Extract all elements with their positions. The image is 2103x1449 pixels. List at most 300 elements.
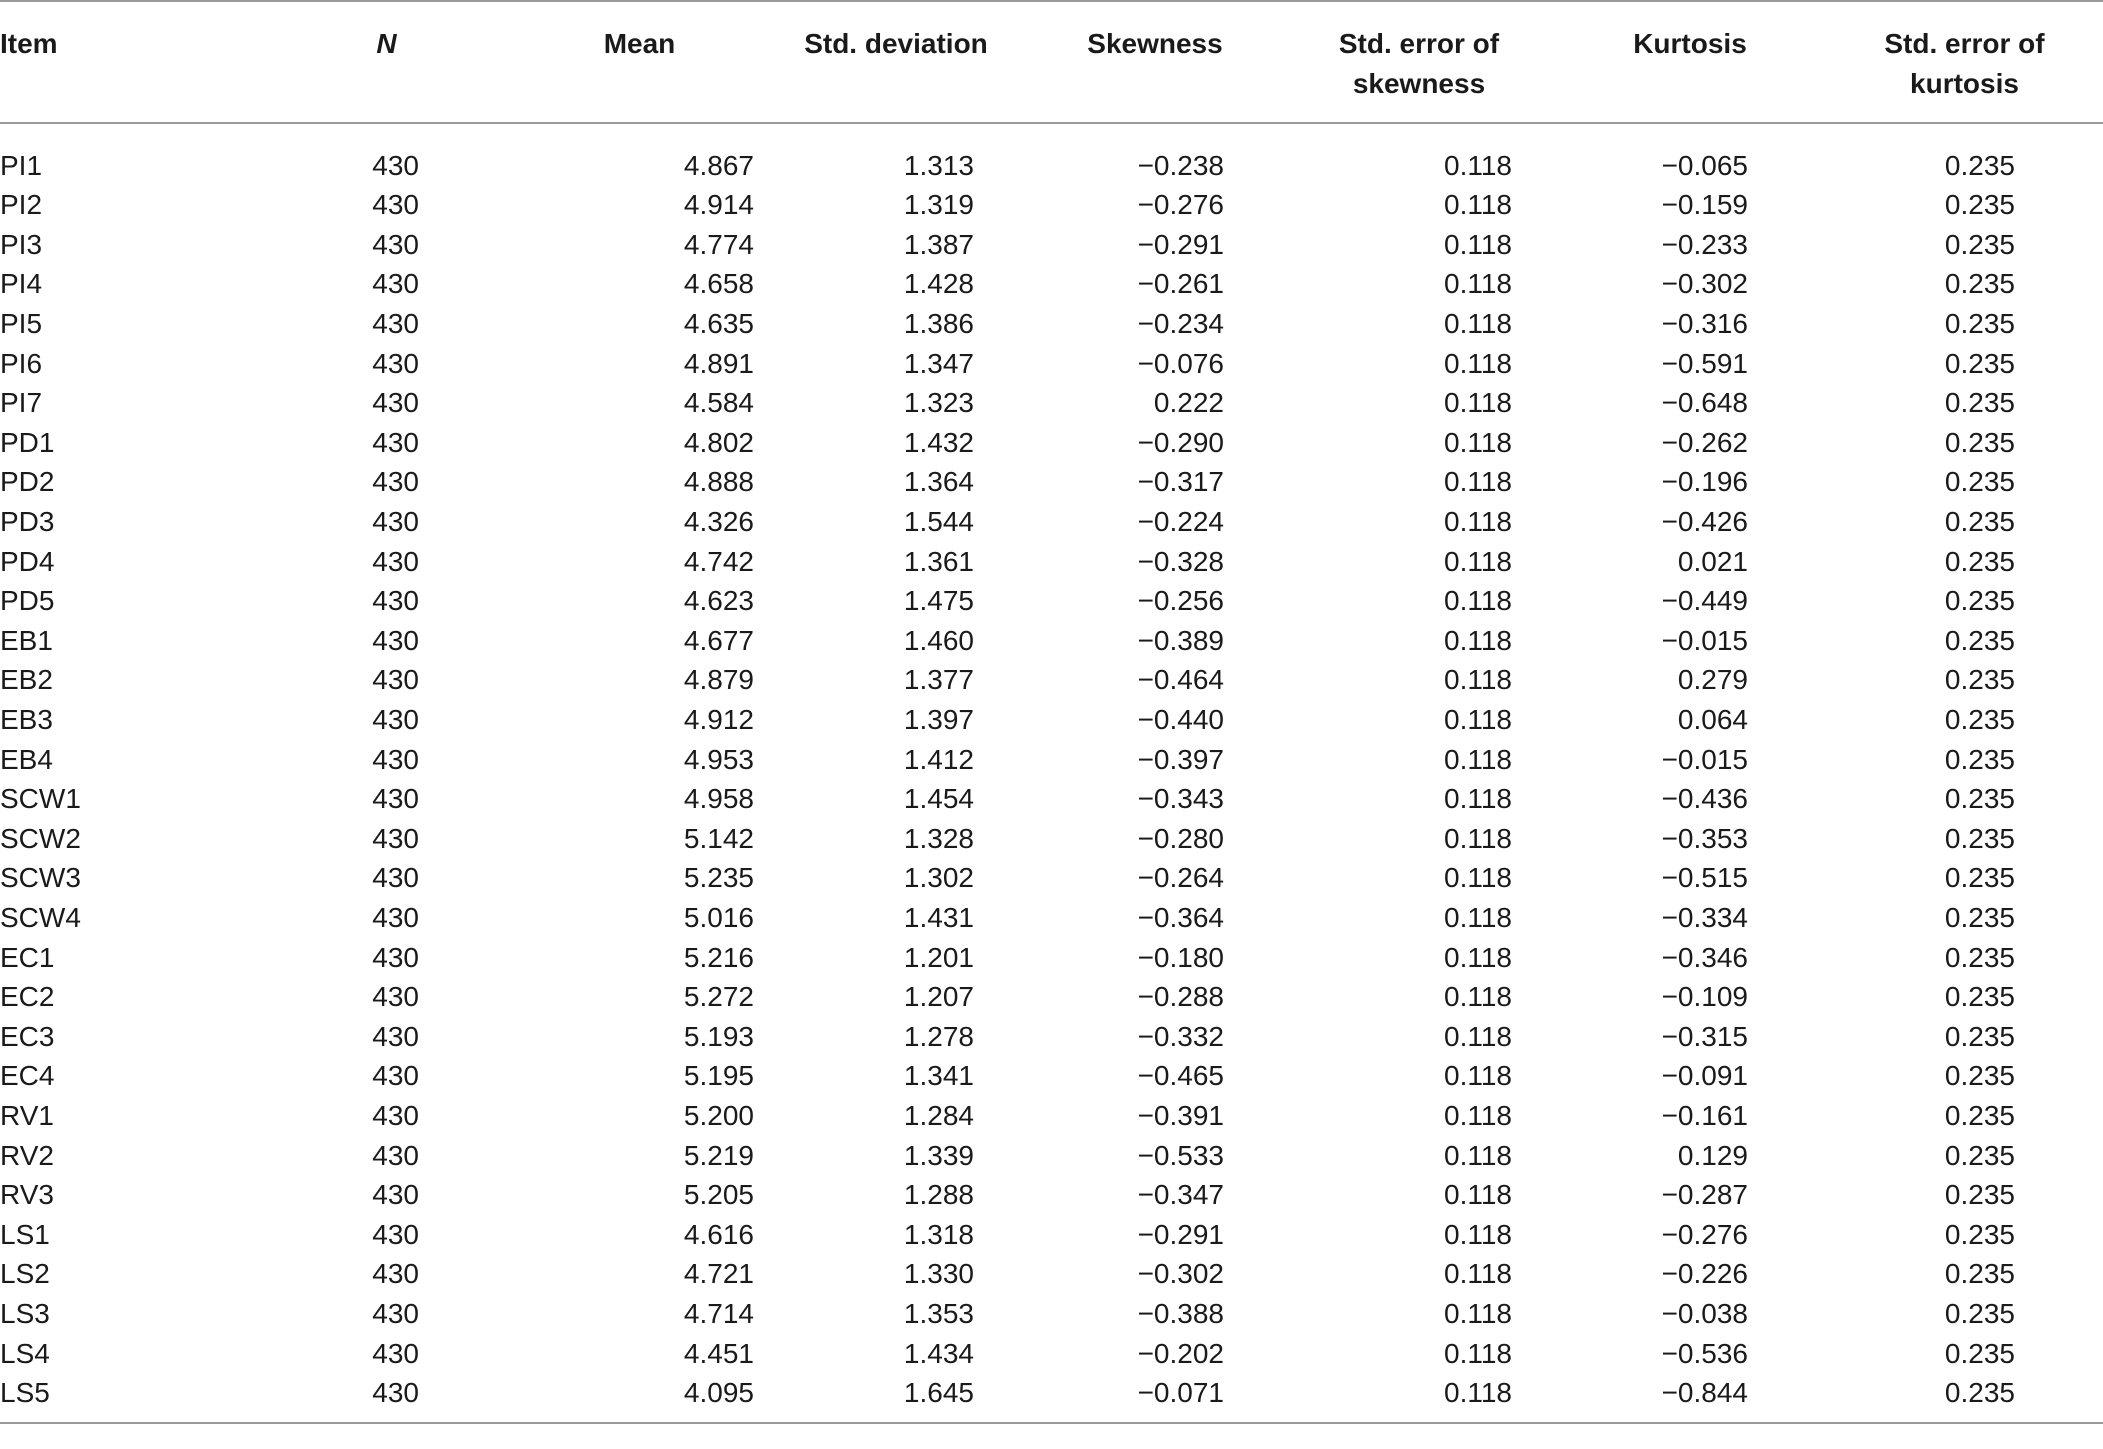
cell-skewness: −0.440 — [1137, 704, 1224, 736]
cell-item: EC2 — [0, 981, 55, 1013]
cell-std-error-skewness: 0.118 — [1444, 1099, 1512, 1131]
header-std-error-kurtosis — [1826, 1, 2103, 123]
cell-item: PI6 — [0, 347, 43, 379]
cell-item: PD3 — [0, 506, 55, 538]
cell-n: 430 — [372, 545, 419, 577]
table-row — [0, 739, 2103, 779]
cell-std-error-skewness: 0.118 — [1444, 862, 1512, 894]
cell-skewness: −0.291 — [1137, 1218, 1224, 1250]
cell-skewness: −0.180 — [1137, 941, 1224, 973]
cell-std-error-skewness: 0.118 — [1444, 1060, 1512, 1092]
cell-skewness: −0.290 — [1137, 426, 1224, 458]
cell-skewness: −0.071 — [1026, 1373, 1284, 1423]
cell-item: LS2 — [0, 1258, 50, 1290]
cell-n: 430 — [372, 228, 419, 260]
header-std-error-skewness-line1: Std. error of — [1338, 28, 1500, 59]
table-row — [0, 123, 2103, 185]
cell-n: 430 — [372, 1218, 419, 1250]
cell-std-error-kurtosis: 0.235 — [1944, 506, 2015, 538]
table-row — [0, 977, 2103, 1017]
cell-std-error-skewness: 0.118 — [1444, 347, 1512, 379]
cell-skewness: −0.288 — [1137, 981, 1224, 1013]
cell-std-deviation: 1.454 — [903, 783, 974, 815]
cell-n: 430 — [372, 268, 419, 300]
cell-n: 430 — [372, 1139, 419, 1171]
cell-mean: 4.714 — [683, 1297, 754, 1329]
cell-n: 430 — [372, 901, 419, 933]
cell-std-deviation: 1.284 — [903, 1099, 974, 1131]
cell-skewness: −0.317 — [1137, 466, 1224, 498]
cell-n: 430 — [372, 624, 419, 656]
cell-kurtosis: 0.021 — [1677, 545, 1748, 577]
cell-std-error-skewness: 0.118 — [1444, 387, 1512, 419]
table-body — [0, 123, 2103, 1423]
table-row — [0, 304, 2103, 344]
table-row — [0, 1294, 2103, 1334]
cell-std-error-kurtosis: 0.235 — [1944, 901, 2015, 933]
cell-std-error-skewness: 0.118 — [1444, 545, 1512, 577]
cell-std-error-kurtosis: 0.235 — [1944, 228, 2015, 260]
cell-kurtosis: −0.449 — [1661, 585, 1748, 617]
cell-std-error-skewness: 0.118 — [1444, 1218, 1512, 1250]
cell-std-error-skewness: 0.118 — [1444, 1179, 1512, 1211]
cell-std-error-kurtosis: 0.235 — [1944, 862, 2015, 894]
cell-std-error-skewness: 0.118 — [1444, 228, 1512, 260]
cell-std-deviation: 1.431 — [903, 901, 974, 933]
cell-kurtosis: −0.262 — [1661, 426, 1748, 458]
table-row — [0, 1096, 2103, 1136]
cell-mean: 5.216 — [683, 941, 754, 973]
cell-std-error-kurtosis: 0.235 — [1944, 1099, 2015, 1131]
cell-std-deviation: 1.323 — [903, 387, 974, 419]
header-std-error-kurtosis-line2: kurtosis — [1910, 68, 2019, 99]
cell-skewness: −0.465 — [1137, 1060, 1224, 1092]
cell-kurtosis: −0.196 — [1661, 466, 1748, 498]
cell-std-error-kurtosis: 0.235 — [1944, 664, 2015, 696]
table-row — [0, 462, 2103, 502]
cell-skewness: −0.280 — [1137, 822, 1224, 854]
cell-n: 430 — [372, 941, 419, 973]
cell-item: PD2 — [0, 466, 55, 498]
cell-n: 430 — [372, 981, 419, 1013]
cell-std-deviation: 1.318 — [903, 1218, 974, 1250]
cell-item: PD1 — [0, 426, 55, 458]
cell-mean: 5.200 — [683, 1099, 754, 1131]
cell-mean: 4.742 — [683, 545, 754, 577]
cell-mean: 5.272 — [683, 981, 754, 1013]
cell-std-error-kurtosis: 0.235 — [1944, 545, 2015, 577]
cell-item: EB4 — [0, 743, 53, 775]
cell-mean: 5.016 — [683, 901, 754, 933]
cell-std-error-kurtosis: 0.235 — [1944, 941, 2015, 973]
cell-std-error-skewness: 0.118 — [1444, 664, 1512, 696]
cell-kurtosis: −0.091 — [1661, 1060, 1748, 1092]
table-row — [0, 700, 2103, 740]
header-n: N — [260, 1, 513, 123]
cell-skewness: −0.202 — [1137, 1337, 1224, 1369]
cell-item: PD4 — [0, 545, 55, 577]
cell-std-error-kurtosis: 0.235 — [1944, 1218, 2015, 1250]
cell-n: 430 — [372, 585, 419, 617]
cell-kurtosis: −0.536 — [1661, 1337, 1748, 1369]
table-row — [0, 1016, 2103, 1056]
cell-n: 430 — [372, 1297, 419, 1329]
cell-item: SCW2 — [0, 822, 81, 854]
table-row — [0, 581, 2103, 621]
cell-std-deviation: 1.412 — [903, 743, 974, 775]
cell-kurtosis: −0.844 — [1554, 1373, 1826, 1423]
cell-kurtosis: −0.315 — [1661, 1020, 1748, 1052]
table-row — [0, 1333, 2103, 1373]
header-item: Item — [0, 1, 260, 123]
cell-skewness: −0.261 — [1137, 268, 1224, 300]
cell-std-error-skewness: 0.118 — [1444, 1297, 1512, 1329]
cell-skewness: −0.238 — [1137, 150, 1224, 181]
cell-mean: 5.235 — [683, 862, 754, 894]
cell-mean: 4.721 — [683, 1258, 754, 1290]
cell-n: 430 — [260, 1373, 513, 1423]
cell-item: PI3 — [0, 228, 43, 260]
cell-item: PI5 — [0, 308, 43, 340]
cell-std-deviation: 1.428 — [903, 268, 974, 300]
cell-std-deviation: 1.339 — [903, 1139, 974, 1171]
cell-std-deviation: 1.387 — [903, 228, 974, 260]
cell-std-deviation: 1.201 — [903, 941, 974, 973]
cell-std-deviation: 1.302 — [903, 862, 974, 894]
cell-item: SCW3 — [0, 862, 81, 894]
cell-kurtosis: −0.426 — [1661, 506, 1748, 538]
cell-n: 430 — [372, 189, 419, 221]
table-row — [0, 502, 2103, 542]
table-row — [0, 383, 2103, 423]
table-row — [0, 1056, 2103, 1096]
cell-kurtosis: −0.161 — [1661, 1099, 1748, 1131]
table-row — [0, 541, 2103, 581]
cell-item: PI2 — [0, 189, 43, 221]
cell-std-error-kurtosis: 0.235 — [1944, 1060, 2015, 1092]
table-row — [0, 264, 2103, 304]
cell-std-deviation: 1.475 — [903, 585, 974, 617]
header-std-error-skewness — [1284, 1, 1554, 123]
cell-mean: 4.095 — [513, 1373, 766, 1423]
cell-mean: 4.635 — [683, 308, 754, 340]
cell-item: RV1 — [0, 1099, 54, 1131]
header-std-deviation: Std. deviation — [766, 1, 1026, 123]
cell-kurtosis: −0.065 — [1661, 150, 1748, 181]
cell-std-error-kurtosis: 0.235 — [1944, 704, 2015, 736]
cell-kurtosis: −0.276 — [1661, 1218, 1748, 1250]
cell-std-error-kurtosis: 0.235 — [1944, 585, 2015, 617]
cell-mean: 5.193 — [683, 1020, 754, 1052]
cell-kurtosis: −0.436 — [1661, 783, 1748, 815]
cell-n: 430 — [372, 1337, 419, 1369]
cell-skewness: −0.464 — [1137, 664, 1224, 696]
cell-std-deviation: 1.207 — [903, 981, 974, 1013]
cell-std-error-skewness: 0.118 — [1444, 466, 1512, 498]
cell-mean: 4.802 — [683, 426, 754, 458]
cell-n: 430 — [372, 664, 419, 696]
cell-std-error-kurtosis: 0.235 — [1944, 1020, 2015, 1052]
cell-std-error-skewness: 0.118 — [1444, 308, 1512, 340]
cell-mean: 4.451 — [683, 1337, 754, 1369]
cell-mean: 5.205 — [683, 1179, 754, 1211]
cell-kurtosis: −0.591 — [1661, 347, 1748, 379]
header-row — [0, 1, 2103, 123]
cell-std-deviation: 1.313 — [903, 150, 974, 181]
cell-item: EC1 — [0, 941, 55, 973]
cell-item: LS1 — [0, 1218, 50, 1250]
cell-item: EC4 — [0, 1060, 55, 1092]
cell-skewness: −0.291 — [1137, 228, 1224, 260]
cell-skewness: −0.397 — [1137, 743, 1224, 775]
cell-mean: 4.658 — [683, 268, 754, 300]
cell-skewness: 0.222 — [1153, 387, 1224, 419]
cell-n: 430 — [372, 466, 419, 498]
cell-std-deviation: 1.361 — [903, 545, 974, 577]
cell-std-deviation: 1.328 — [903, 822, 974, 854]
cell-std-deviation: 1.460 — [903, 624, 974, 656]
cell-n: 430 — [372, 387, 419, 419]
cell-mean: 4.914 — [683, 189, 754, 221]
cell-std-deviation: 1.397 — [903, 704, 974, 736]
header-skewness: Skewness — [1026, 1, 1284, 123]
cell-std-error-skewness: 0.118 — [1444, 901, 1512, 933]
cell-skewness: −0.328 — [1137, 545, 1224, 577]
cell-n: 430 — [372, 426, 419, 458]
cell-std-deviation: 1.288 — [903, 1179, 974, 1211]
cell-std-deviation: 1.278 — [903, 1020, 974, 1052]
cell-item: SCW1 — [0, 783, 81, 815]
cell-n: 430 — [372, 704, 419, 736]
cell-item: EB3 — [0, 704, 53, 736]
header-kurtosis: Kurtosis — [1554, 1, 1826, 123]
table-row — [0, 1175, 2103, 1215]
cell-skewness: −0.276 — [1137, 189, 1224, 221]
cell-kurtosis: −0.353 — [1661, 822, 1748, 854]
cell-skewness: −0.388 — [1137, 1297, 1224, 1329]
cell-std-error-skewness: 0.118 — [1444, 743, 1512, 775]
cell-std-deviation: 1.353 — [903, 1297, 974, 1329]
cell-std-error-kurtosis: 0.235 — [1944, 347, 2015, 379]
cell-n: 430 — [372, 1258, 419, 1290]
cell-mean: 5.219 — [683, 1139, 754, 1171]
cell-n: 430 — [372, 783, 419, 815]
cell-std-error-skewness: 0.118 — [1444, 150, 1512, 181]
cell-skewness: −0.364 — [1137, 901, 1224, 933]
cell-std-error-skewness: 0.118 — [1444, 426, 1512, 458]
cell-std-error-skewness: 0.118 — [1444, 189, 1512, 221]
table-row — [0, 621, 2103, 661]
cell-kurtosis: −0.515 — [1661, 862, 1748, 894]
cell-n: 430 — [372, 150, 419, 181]
cell-n: 430 — [372, 347, 419, 379]
cell-std-error-skewness: 0.118 — [1444, 624, 1512, 656]
cell-std-error-kurtosis: 0.235 — [1944, 743, 2015, 775]
cell-skewness: −0.264 — [1137, 862, 1224, 894]
cell-kurtosis: −0.233 — [1661, 228, 1748, 260]
table-row — [0, 1373, 2103, 1423]
cell-std-error-kurtosis: 0.235 — [1944, 387, 2015, 419]
cell-std-deviation: 1.347 — [903, 347, 974, 379]
table-row — [0, 1254, 2103, 1294]
table-row — [0, 1214, 2103, 1254]
cell-item: PI7 — [0, 387, 43, 419]
cell-kurtosis: −0.346 — [1661, 941, 1748, 973]
cell-std-error-kurtosis: 0.235 — [1944, 1139, 2015, 1171]
cell-item: LS4 — [0, 1337, 50, 1369]
table-row — [0, 185, 2103, 225]
cell-std-deviation: 1.319 — [903, 189, 974, 221]
cell-std-error-kurtosis: 0.235 — [1944, 1297, 2015, 1329]
cell-skewness: −0.076 — [1137, 347, 1224, 379]
table-row — [0, 225, 2103, 265]
cell-skewness: −0.224 — [1137, 506, 1224, 538]
cell-kurtosis: −0.226 — [1661, 1258, 1748, 1290]
cell-skewness: −0.332 — [1137, 1020, 1224, 1052]
cell-std-deviation: 1.434 — [903, 1337, 974, 1369]
table-row — [0, 423, 2103, 463]
table-row — [0, 898, 2103, 938]
cell-mean: 4.888 — [683, 466, 754, 498]
cell-std-error-skewness: 0.118 — [1444, 981, 1512, 1013]
cell-mean: 5.195 — [683, 1060, 754, 1092]
cell-n: 430 — [372, 743, 419, 775]
cell-std-error-kurtosis: 0.235 — [1944, 1337, 2015, 1369]
cell-std-error-skewness: 0.118 — [1444, 822, 1512, 854]
cell-std-error-kurtosis: 0.235 — [1826, 1373, 2103, 1423]
cell-kurtosis: −0.015 — [1661, 743, 1748, 775]
header-std-error-skewness-line2: skewness — [1352, 68, 1486, 99]
cell-std-error-kurtosis: 0.235 — [1944, 624, 2015, 656]
cell-mean: 4.584 — [683, 387, 754, 419]
cell-std-error-kurtosis: 0.235 — [1944, 1179, 2015, 1211]
cell-skewness: −0.389 — [1137, 624, 1224, 656]
cell-mean: 4.616 — [683, 1218, 754, 1250]
cell-item: PD5 — [0, 585, 55, 617]
cell-mean: 4.879 — [683, 664, 754, 696]
cell-n: 430 — [372, 308, 419, 340]
cell-std-error-skewness: 0.118 — [1444, 783, 1512, 815]
cell-std-error-skewness: 0.118 — [1444, 941, 1512, 973]
cell-std-deviation: 1.330 — [903, 1258, 974, 1290]
cell-std-deviation: 1.364 — [903, 466, 974, 498]
cell-mean: 5.142 — [683, 822, 754, 854]
cell-item: EB2 — [0, 664, 53, 696]
cell-kurtosis: −0.038 — [1661, 1297, 1748, 1329]
cell-std-error-skewness: 0.118 — [1444, 585, 1512, 617]
cell-skewness: −0.347 — [1137, 1179, 1224, 1211]
cell-std-error-skewness: 0.118 — [1444, 1020, 1512, 1052]
table-row — [0, 779, 2103, 819]
cell-mean: 4.867 — [683, 150, 754, 181]
cell-std-deviation: 1.377 — [903, 664, 974, 696]
cell-kurtosis: −0.015 — [1661, 624, 1748, 656]
cell-mean: 4.958 — [683, 783, 754, 815]
cell-std-error-skewness: 0.118 — [1444, 1258, 1512, 1290]
cell-std-error-kurtosis: 0.235 — [1944, 426, 2015, 458]
cell-item: RV3 — [0, 1179, 54, 1211]
cell-n: 430 — [372, 1179, 419, 1211]
header-std-error-kurtosis-line1: Std. error of — [1884, 28, 2045, 59]
cell-std-error-kurtosis: 0.235 — [1944, 268, 2015, 300]
cell-n: 430 — [372, 862, 419, 894]
table-row — [0, 858, 2103, 898]
cell-std-error-skewness: 0.118 — [1284, 1373, 1554, 1423]
table-row — [0, 660, 2103, 700]
cell-kurtosis: 0.064 — [1677, 704, 1748, 736]
cell-kurtosis: −0.302 — [1661, 268, 1748, 300]
table-row — [0, 937, 2103, 977]
cell-kurtosis: −0.648 — [1661, 387, 1748, 419]
cell-mean: 4.677 — [683, 624, 754, 656]
cell-n: 430 — [372, 506, 419, 538]
cell-skewness: −0.256 — [1137, 585, 1224, 617]
cell-item: EB1 — [0, 624, 53, 656]
table-row — [0, 1135, 2103, 1175]
cell-skewness: −0.234 — [1137, 308, 1224, 340]
cell-item: SCW4 — [0, 901, 81, 933]
cell-kurtosis: 0.129 — [1677, 1139, 1748, 1171]
table-header — [0, 1, 2103, 123]
cell-std-deviation: 1.341 — [903, 1060, 974, 1092]
cell-skewness: −0.533 — [1137, 1139, 1224, 1171]
cell-kurtosis: −0.334 — [1661, 901, 1748, 933]
header-mean: Mean — [513, 1, 766, 123]
cell-std-error-skewness: 0.118 — [1444, 1337, 1512, 1369]
cell-std-error-kurtosis: 0.235 — [1944, 783, 2015, 815]
cell-n: 430 — [372, 822, 419, 854]
cell-kurtosis: −0.287 — [1661, 1179, 1748, 1211]
cell-std-error-kurtosis: 0.235 — [1944, 1258, 2015, 1290]
cell-skewness: −0.302 — [1137, 1258, 1224, 1290]
cell-n: 430 — [372, 1020, 419, 1052]
cell-std-error-kurtosis: 0.235 — [1944, 189, 2015, 221]
cell-mean: 4.912 — [683, 704, 754, 736]
cell-item: LS3 — [0, 1297, 50, 1329]
cell-item: RV2 — [0, 1139, 54, 1171]
cell-std-error-skewness: 0.118 — [1444, 704, 1512, 736]
cell-item: PI4 — [0, 268, 43, 300]
cell-mean: 4.774 — [683, 228, 754, 260]
cell-std-error-skewness: 0.118 — [1444, 1139, 1512, 1171]
cell-kurtosis: 0.279 — [1677, 664, 1748, 696]
cell-std-error-kurtosis: 0.235 — [1944, 150, 2015, 181]
cell-mean: 4.953 — [683, 743, 754, 775]
cell-std-error-kurtosis: 0.235 — [1944, 822, 2015, 854]
cell-kurtosis: −0.159 — [1661, 189, 1748, 221]
cell-skewness: −0.391 — [1137, 1099, 1224, 1131]
cell-std-error-skewness: 0.118 — [1444, 268, 1512, 300]
cell-item: EC3 — [0, 1020, 55, 1052]
cell-item: PI1 — [0, 150, 43, 181]
cell-std-deviation: 1.544 — [903, 506, 974, 538]
cell-std-error-kurtosis: 0.235 — [1944, 981, 2015, 1013]
cell-std-error-kurtosis: 0.235 — [1944, 466, 2015, 498]
cell-std-deviation: 1.386 — [903, 308, 974, 340]
cell-std-error-kurtosis: 0.235 — [1944, 308, 2015, 340]
table-row — [0, 343, 2103, 383]
cell-mean: 4.326 — [683, 506, 754, 538]
table-row — [0, 819, 2103, 859]
cell-std-deviation: 1.432 — [903, 426, 974, 458]
cell-mean: 4.891 — [683, 347, 754, 379]
cell-kurtosis: −0.316 — [1661, 308, 1748, 340]
cell-mean: 4.623 — [683, 585, 754, 617]
cell-std-error-skewness: 0.118 — [1444, 506, 1512, 538]
cell-kurtosis: −0.109 — [1661, 981, 1748, 1013]
cell-skewness: −0.343 — [1137, 783, 1224, 815]
cell-item: LS5 — [0, 1373, 260, 1423]
